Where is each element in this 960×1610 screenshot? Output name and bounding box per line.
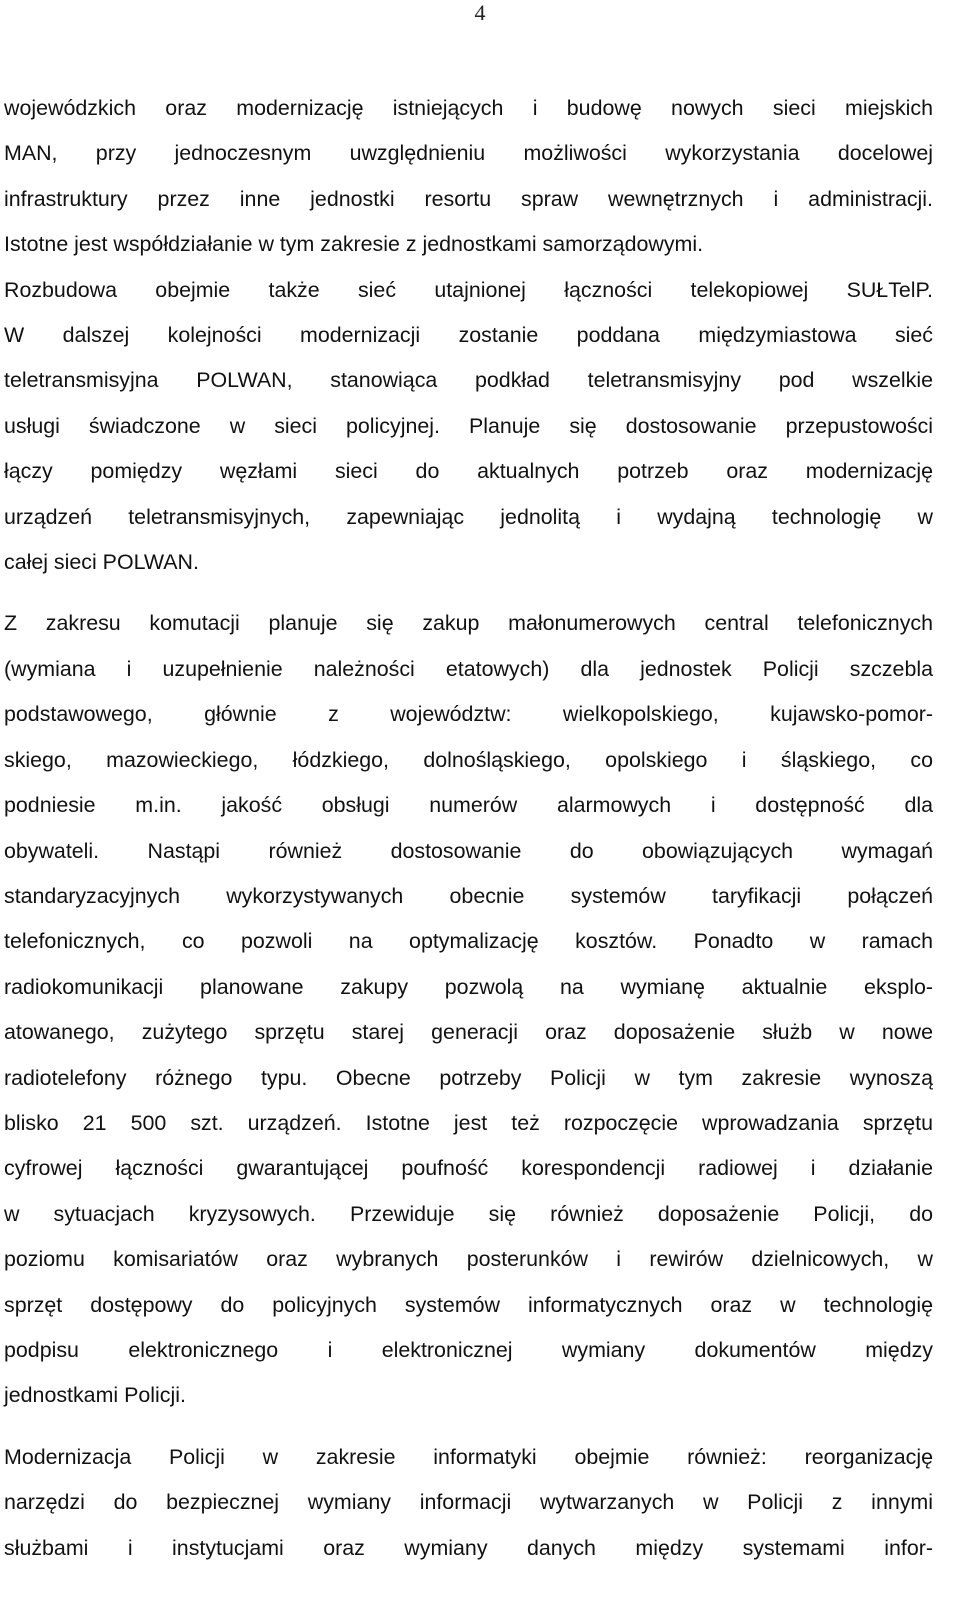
text-line: obywateli. Nastąpi również dostosowanie do obowiązujących wymagań [4, 838, 933, 863]
text-line: służbami i instytucjami oraz wymiany danych między systemami infor- [4, 1535, 933, 1560]
text-line: w sytuacjach kryzysowych. Przewiduje się również doposażenie Policji, do [4, 1201, 933, 1226]
page-number: 4 [474, 0, 486, 25]
text-line: infrastruktury przez inne jednostki resortu spraw wewnętrznych i administracji. [4, 186, 933, 211]
text-line: podpisu elektronicznego i elektronicznej wymiany dokumentów między [4, 1337, 933, 1362]
text-line: narzędzi do bezpiecznej wymiany informacji wytwarzanych w Policji z innymi [4, 1490, 933, 1515]
text-line: łączy pomiędzy węzłami sieci do aktualnych potrzeb oraz modernizację [4, 459, 933, 484]
document-body [4, 86, 933, 1571]
paragraph-gap [4, 1419, 933, 1435]
text-line: Z zakresu komutacji planuje się zakup małonumerowych central telefonicznych [4, 611, 933, 636]
text-line: sprzęt dostępowy do policyjnych systemów informatycznych oraz w technologię [4, 1292, 933, 1317]
paragraph-3 [4, 601, 933, 1418]
text-line: usługi świadczone w sieci policyjnej. Planuje się dostosowanie przepustowości [4, 413, 933, 438]
text-line: atowanego, zużytego sprzętu starej generacji oraz doposażenie służb w nowe [4, 1020, 933, 1045]
text-line: (wymiana i uzupełnienie należności etatowych) dla jednostek Policji szczebla [4, 656, 933, 681]
paragraph-gap [4, 585, 933, 601]
paragraph-2 [4, 268, 933, 586]
text-line: Rozbudowa obejmie także sieć utajnionej łączności telekopiowej SUŁTelP. [4, 277, 933, 302]
text-line: radiotelefony różnego typu. Obecne potrzeby Policji w tym zakresie wynoszą [4, 1065, 933, 1090]
text-line: Istotne jest współdziałanie w tym zakresie z jednostkami samorządowymi. [4, 232, 704, 257]
text-line: teletransmisyjna POLWAN, stanowiąca podkład teletransmisyjny pod wszelkie [4, 368, 933, 393]
text-line: Modernizacja Policji w zakresie informatyki obejmie również: reorganizację [4, 1444, 933, 1469]
text-line: poziomu komisariatów oraz wybranych posterunków i rewirów dzielnicowych, w [4, 1247, 933, 1272]
text-line: wojewódzkich oraz modernizację istniejących i budowę nowych sieci miejskich [4, 96, 933, 120]
paragraph-1 [4, 86, 933, 268]
text-line: blisko 21 500 szt. urządzeń. Istotne jest też rozpoczęcie wprowadzania sprzętu [4, 1110, 933, 1135]
text-line: urządzeń teletransmisyjnych, zapewniając jednolitą i wydajną technologię w [4, 504, 933, 529]
text-line: radiokomunikacji planowane zakupy pozwolą na wymianę aktualnie eksplo- [4, 974, 933, 999]
text-line: standaryzacyjnych wykorzystywanych obecnie systemów taryfikacji połączeń [4, 883, 933, 908]
text-line: telefonicznych, co pozwoli na optymalizację kosztów. Ponadto w ramach [4, 929, 933, 954]
text-line: W dalszej kolejności modernizacji zostanie poddana międzymiastowa sieć [4, 323, 933, 348]
text-line: cyfrowej łączności gwarantującej poufność korespondencji radiowej i działanie [4, 1156, 933, 1181]
text-line: całej sieci POLWAN. [4, 550, 199, 575]
text-line: skiego, mazowieckiego, łódzkiego, dolnośląskiego, opolskiego i śląskiego, co [4, 747, 933, 772]
text-line: podstawowego, głównie z województw: wielkopolskiego, kujawsko-pomor- [4, 702, 933, 727]
text-line: MAN, przy jednoczesnym uwzględnieniu możliwości wykorzystania docelowej [4, 141, 933, 166]
paragraph-4 [4, 1435, 933, 1571]
text-line: podniesie m.in. jakość obsługi numerów alarmowych i dostępność dla [4, 793, 933, 818]
text-line: jednostkami Policji. [4, 1383, 186, 1408]
